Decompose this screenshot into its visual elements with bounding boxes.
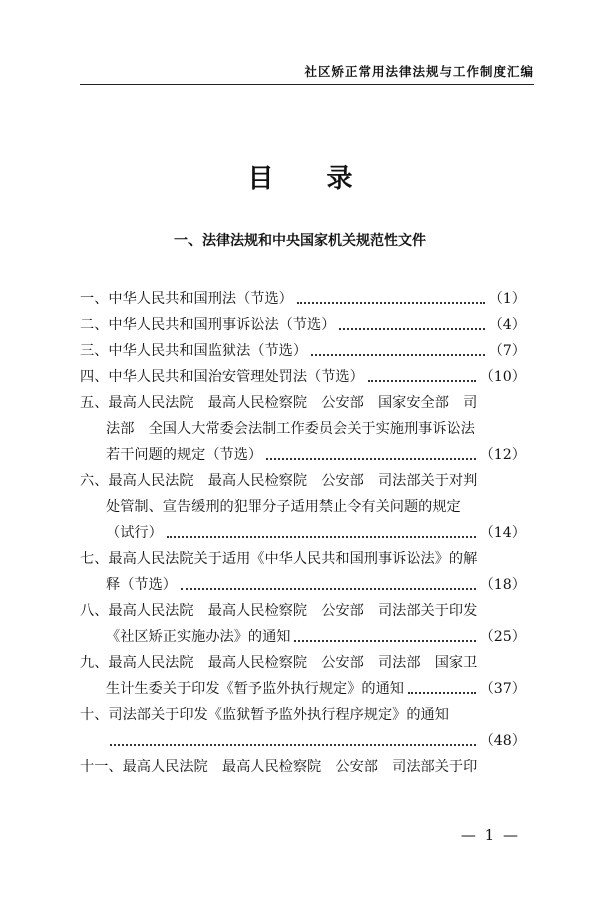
- toc-page-ref: （18）: [479, 577, 526, 593]
- toc-entry-line: [80, 702, 526, 728]
- toc-entry-line: [80, 572, 526, 598]
- toc-entry-text: 三、中华人民共和国监狱法（节选）: [80, 343, 308, 359]
- toc-entry-text: 十一、最高人民法院 最高人民检察院 公安部 司法部关于印: [80, 759, 478, 775]
- toc-entry-line: [80, 390, 526, 416]
- running-header: 社区矫正常用法律法规与工作制度汇编: [304, 64, 534, 79]
- toc-page-ref: （37）: [479, 681, 526, 697]
- toc-entry-text: 九、最高人民法院 最高人民检察院 公安部 司法部 国家卫: [80, 655, 478, 671]
- toc-entry-line: [80, 338, 526, 364]
- dot-leader: [294, 640, 475, 642]
- toc-page-ref: （48）: [479, 733, 526, 749]
- toc-entry-line: [80, 728, 526, 754]
- dot-leader: [297, 302, 485, 304]
- toc-entry-text: 十、司法部关于印发《监狱暂予监外执行程序规定》的通知: [80, 707, 449, 723]
- toc-entry-text: 一、中华人民共和国刑法（节选）: [80, 291, 293, 307]
- toc-entry-line: [80, 468, 526, 494]
- toc-entry-line: [80, 520, 526, 546]
- toc-entry-line: [80, 754, 526, 780]
- toc-page-ref: （14）: [479, 525, 526, 541]
- toc-entry-text: 处管制、宣告缓刑的犯罪分子适用禁止令有关问题的规定: [106, 499, 461, 515]
- toc-entry-text: 六、最高人民法院 最高人民检察院 公安部 司法部关于对判: [80, 473, 478, 489]
- toc-entry-line: [80, 546, 526, 572]
- toc-entry-line: [80, 312, 526, 338]
- toc-entry-text: 生计生委关于印发《暂予监外执行规定》的通知: [106, 681, 404, 697]
- toc-entry-line: [80, 364, 526, 390]
- toc-page-ref: （10）: [479, 369, 526, 385]
- toc-entry-line: [80, 442, 526, 468]
- toc-entry-text: （试行）: [106, 525, 163, 541]
- toc-entry-text: 若干问题的规定（节选）: [106, 447, 263, 463]
- toc-entry-text: 八、最高人民法院 最高人民检察院 公安部 司法部关于印发: [80, 603, 478, 619]
- toc-entry-line: [80, 494, 526, 520]
- dot-leader: [110, 744, 476, 746]
- toc-page-ref: （4）: [488, 317, 526, 333]
- dot-leader: [408, 692, 476, 694]
- page-title: 目 录: [247, 164, 375, 194]
- dot-leader: [266, 458, 475, 460]
- dot-leader: [311, 354, 485, 356]
- dot-leader: [181, 588, 476, 590]
- toc-page-ref: （25）: [479, 629, 526, 645]
- toc-entry-line: [80, 598, 526, 624]
- table-of-contents: [80, 286, 526, 780]
- header-rule: [80, 84, 534, 85]
- toc-entry-line: [80, 624, 526, 650]
- toc-entry-line: [80, 286, 526, 312]
- toc-entry-text: 《社区矫正实施办法》的通知: [106, 629, 291, 645]
- toc-entry-text: 法部 全国人大常委会法制工作委员会关于实施刑事诉讼法: [106, 421, 475, 437]
- toc-entry-text: 释（节选）: [106, 577, 177, 593]
- section-heading: 一、法律法规和中央国家机关规范性文件: [174, 233, 426, 249]
- toc-entry-text: 七、最高人民法院关于适用《中华人民共和国刑事诉讼法》的解: [80, 551, 478, 567]
- dot-leader: [167, 536, 476, 538]
- dot-leader: [339, 328, 484, 330]
- page-number: — 1 —: [460, 826, 520, 844]
- toc-page-ref: （7）: [488, 343, 526, 359]
- toc-entry-text: 五、最高人民法院 最高人民检察院 公安部 国家安全部 司: [80, 395, 478, 411]
- toc-entry-text: 四、中华人民共和国治安管理处罚法（节选）: [80, 369, 364, 385]
- toc-entry-line: [80, 416, 526, 442]
- toc-page-ref: （12）: [479, 447, 526, 463]
- toc-entry-text: 二、中华人民共和国刑事诉讼法（节选）: [80, 317, 336, 333]
- dot-leader: [368, 380, 476, 382]
- toc-entry-line: [80, 650, 526, 676]
- toc-page-ref: （1）: [488, 291, 526, 307]
- toc-entry-line: [80, 676, 526, 702]
